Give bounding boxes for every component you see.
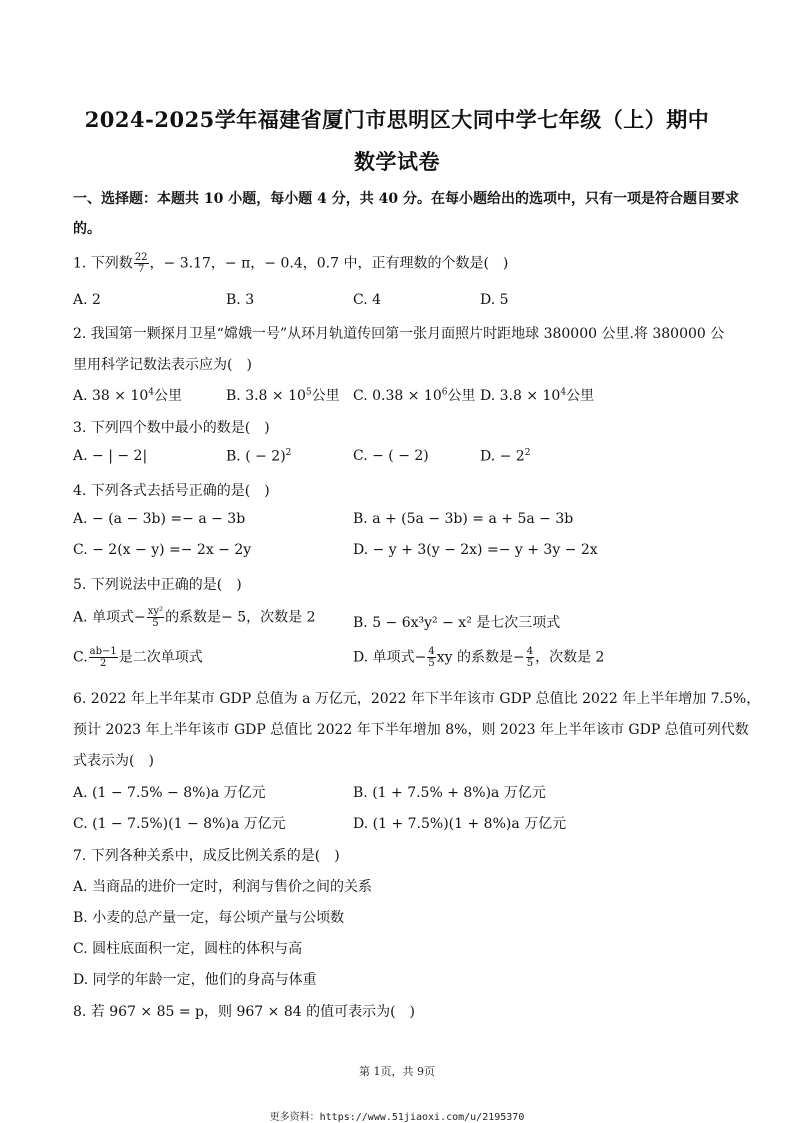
question-2-stem: 2. 我国第一颗探月卫星“嫦娥一号”从环月轨道传回第一张月面照片时距地球 380000 公里.将 380000 公: [73, 326, 725, 342]
q6-option-b: B. (1 + 7.5% + 8%)a 万亿元: [353, 785, 546, 801]
q2-option-c: [353, 385, 475, 405]
q4-option-c: C. − 2(x − y) =− 2x − 2y: [73, 542, 252, 558]
q2-a-unit: 公里: [154, 388, 183, 404]
q1-prefix: 1. 下列数: [73, 255, 133, 272]
section1-instructions-cont: 的。: [73, 221, 101, 237]
page-number-footer: 第 1页，共 9页: [359, 1065, 435, 1078]
q6-option-a: A. (1 − 7.5% − 8%)a 万亿元: [73, 785, 266, 801]
question-6-stem: 6. 2022 年上半年某市 GDP 总值为 a 万亿元，2022 年下半年该市 GDP 总值比 2022 年上半年增加 7.5%，: [73, 691, 761, 707]
q5-c-pre: C.: [73, 649, 88, 666]
q1-option-b: B. 3: [226, 292, 255, 308]
q5-d-pre: D. 单项式−: [353, 649, 427, 666]
q7-option-a: A. 当商品的进价一定时，利润与售价之间的关系: [73, 879, 373, 895]
q2-a-exp: 4: [148, 387, 155, 398]
q2-b-unit: 公里: [311, 388, 340, 404]
q2-d-exp: 4: [560, 387, 567, 398]
q5-d-fraction1: [427, 646, 435, 669]
q1-rest: ，− 3.17，− π，− 0.4，0.7 中，正有理数的个数是( ): [149, 255, 509, 272]
q5-a-num: xy²: [147, 606, 164, 617]
q2-c-unit: 公里: [447, 388, 476, 404]
q5-c-den: 2: [100, 658, 107, 669]
q6-option-c: C. (1 − 7.5%)(1 − 8%)a 万亿元: [73, 816, 286, 832]
q3-option-a: [73, 448, 147, 464]
q2-option-b: [226, 385, 340, 405]
q5-a-pre: A. 单项式−: [73, 609, 146, 626]
q4-option-a: A. − (a − 3b) =− a − 3b: [73, 511, 246, 527]
q5-option-b: B. 5 − 6x³y² − x² 是七次三项式: [353, 615, 561, 631]
q3-option-b: [226, 448, 291, 465]
q4-option-b: B. a + (5a − 3b) = a + 5a − 3b: [353, 511, 574, 527]
q7-option-b: B. 小麦的总产量一定，每公顷产量与公顷数: [73, 910, 345, 926]
question-8-stem: 8. 若 967 × 85 = p，则 967 × 84 的值可表示为( ): [73, 1004, 416, 1020]
q3-d-exp: 2: [524, 448, 531, 458]
question-6-stem-cont2: 式表示为( ): [73, 753, 154, 769]
q3-c-base: C. − ( − 2): [353, 448, 429, 464]
q5-d-num2: 4: [526, 646, 534, 657]
q5-d-mid: xy 的系数是−: [436, 649, 525, 666]
q3-option-c: [353, 448, 429, 464]
q1-fraction: [134, 252, 149, 275]
question-2-stem-cont: 里用科学记数法表示应为( ): [73, 357, 252, 373]
q2-option-a: [73, 385, 182, 405]
q3-b-exp: 2: [285, 448, 292, 458]
q5-c-fraction: [89, 646, 118, 669]
question-4-stem: 4. 下列各式去括号正确的是( ): [73, 483, 270, 499]
question-3-stem: 3. 下列四个数中最小的数是( ): [73, 420, 270, 436]
q4-option-d: D. − y + 3(y − 2x) =− y + 3y − 2x: [353, 542, 598, 558]
q5-d-den1: 5: [428, 658, 435, 669]
q2-b-exp: 5: [305, 387, 312, 398]
q7-option-c: C. 圆柱底面积一定，圆柱的体积与高: [73, 941, 303, 957]
q1-option-c: C. 4: [353, 292, 382, 308]
q5-d-post: ，次数是 2: [535, 649, 605, 666]
question-7-stem: 7. 下列各种关系中，成反比例关系的是( ): [73, 848, 340, 864]
q3-a-base: A. − | − 2|: [73, 448, 148, 464]
q2-c-exp: 6: [441, 387, 448, 398]
q5-d-den2: 5: [526, 658, 534, 669]
exam-title-line1: 2024-2025学年福建省厦门市思明区大同中学七年级（上）期中: [84, 107, 710, 132]
q5-a-den: 5: [152, 618, 159, 629]
q5-option-d: [353, 646, 604, 669]
q5-a-post: 的系数是− 5，次数是 2: [165, 609, 316, 626]
q3-b-base: B. ( − 2): [226, 448, 286, 465]
q1-option-d: D. 5: [480, 292, 509, 308]
q2-c-base: C. 0.38 × 10: [353, 388, 442, 404]
q5-option-c: [73, 646, 203, 669]
q5-d-fraction2: [526, 646, 534, 669]
q5-d-num1: 4: [428, 646, 435, 657]
q5-c-post: 是二次单项式: [118, 649, 203, 666]
q2-b-base: B. 3.8 × 10: [226, 388, 306, 404]
q5-c-num: ab−1: [89, 646, 117, 657]
q2-d-base: D. 3.8 × 10: [480, 388, 561, 404]
source-link-footer: 更多资料：https://www.51jiaoxi.com/u/2195370: [269, 1112, 525, 1123]
q3-d-base: D. − 2: [480, 448, 525, 465]
question-5-stem: 5. 下列说法中正确的是( ): [73, 577, 242, 593]
q3-option-d: [480, 448, 530, 465]
q1-frac-den: 7: [137, 264, 145, 275]
exam-title-line2: 数学试卷: [354, 149, 440, 174]
question-6-stem-cont1: 预计 2023 年上半年该市 GDP 总值比 2022 年下半年增加 8%，则 2023 年上半年该市 GDP 总值可列代数: [73, 722, 749, 738]
question-1-stem: [73, 252, 508, 275]
q5-a-fraction: [147, 606, 164, 629]
q5-option-a: [73, 606, 316, 629]
section1-instructions: 一、选择题：本题共 10 小题，每小题 4 分，共 40 分。在每小题给出的选项中，只有一项是符合题目要求: [73, 191, 739, 207]
q6-option-d: D. (1 + 7.5%)(1 + 8%)a 万亿元: [353, 816, 567, 832]
q2-a-base: A. 38 × 10: [73, 388, 149, 404]
q1-option-a: A. 2: [73, 292, 101, 308]
q2-option-d: [480, 385, 594, 405]
q2-d-unit: 公里: [566, 388, 595, 404]
q1-frac-num: 22: [134, 252, 148, 263]
q7-option-d: D. 同学的年龄一定，他们的身高与体重: [73, 972, 317, 988]
